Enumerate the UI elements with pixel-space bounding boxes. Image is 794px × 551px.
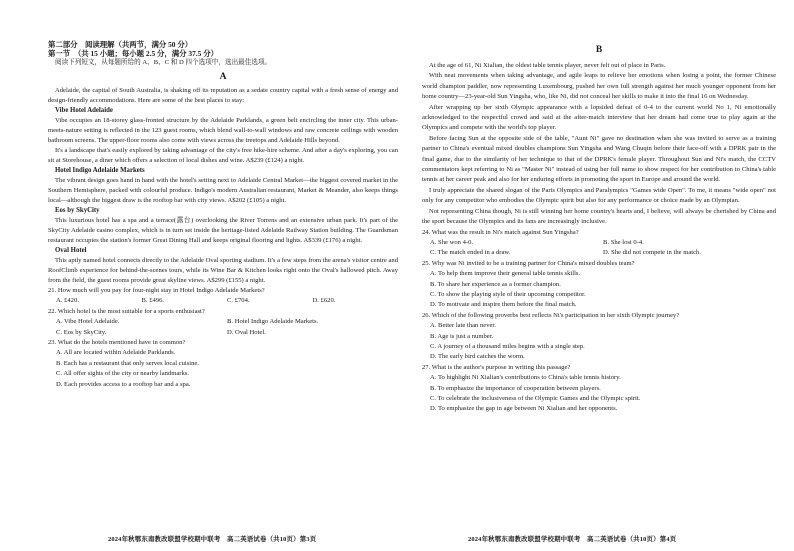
option-c: C. All offer sights of the city or nearby landmarks. bbox=[56, 370, 190, 378]
page-footer-left: 2024年秋鄂东南教改联盟学校期中联考 高二英语试卷（共10页）第3页 bbox=[108, 536, 317, 543]
option-c: C. To show the playing style of their upcoming competitor. bbox=[430, 290, 586, 298]
section-title: 第二部分 阅读理解（共两节，满分 50 分） bbox=[48, 40, 193, 49]
option-a: A. To help them improve their general table tennis skills. bbox=[430, 270, 581, 278]
hotel-heading-vibe: Vibe Hotel Adelaide bbox=[55, 107, 113, 114]
option-d: D. To motivate and inspire them before the final match. bbox=[430, 301, 577, 309]
passage-b-paragraph: After wrapping up her sixth Olympic appearance with a lopsided defeat of 0-4 to the current world No 1, Ni emotionally acknowledged to the respectful crowd and said at the after-match interview that her dream had come true to play again at the Olympics and compete with the world's top player. bbox=[422, 103, 776, 132]
question-22-options bbox=[48, 317, 398, 338]
passage-a-paragraph: This luxurious hotel has a spa and a terrace(露台) overlooking the River Torrens and an extensive urban park. It's part of the SkyCity Adelaide casino complex, which is in turn set inside the heritage-listed Adelaide Railway Station building. The Guardsman restaurant occupies the station's former Great Dining Hall and keeps original flooring and lights. A$339 (£176) a night. bbox=[48, 217, 398, 244]
hotel-heading-indigo: Hotel Indigo Adelaide Markets bbox=[55, 167, 145, 174]
passage-a-paragraph: This aptly named hotel connects directly to the Adelaide Oval sporting stadium. It's a few steps from the arena's visitor centre and RoofClimb experience for behind-the-scenes tours, while its Wine Bar & Kitchen looks right onto the Oval's hallowed pitch. Away from the field, the guest rooms provide great skyline views. A$299 (£155) a night. bbox=[48, 257, 398, 284]
question-22: 22. Which hotel is the most suitable for a sports enthusiast? bbox=[48, 307, 205, 315]
option-a: A. Better late than never. bbox=[430, 322, 496, 330]
passage-a-paragraph: It's a landscape that's easily explored by taking advantage of the city's free hike-hire scheme. And after a day's exploring, you can sit at Storehouse, a diner which offers a selection of local dishes and wine. A$239 (£124) a night. bbox=[48, 147, 398, 164]
option-a: A. She won 4-0. bbox=[430, 238, 474, 246]
question-25: 25. Why was Ni invited to be a training partner for China's mixed doubles team? bbox=[422, 259, 635, 267]
option-d: D. Each provides access to a rooftop bar and a spa. bbox=[56, 380, 191, 388]
option-b: B. To emphasize the importance of cooperation between players. bbox=[430, 384, 601, 392]
option-d: D. The early bird catches the worm. bbox=[430, 353, 525, 361]
passage-a-paragraph: Vibe occupies an 18-storey glass-fronted structure by the Adelaide Parklands, a green belt encircling the inner city. This urban-meets-nature setting is reflected in the 123 guest rooms, which blend wall-to-wall windows and raw concrete ceilings with wooden bathroom screens. The upper-floor rooms also come with views across the treetops and Adelaide Hills beyond. bbox=[48, 117, 398, 144]
passage-a-intro: Adelaide, the capital of South Australia, is shaking off its reputation as a sedate country capital with a fresh sense of energy and design-friendly accommodations. Here are some of the best places to stay: bbox=[48, 87, 398, 104]
option-c: C. The match ended in a draw. bbox=[430, 249, 511, 257]
question-27: 27. What is the author's purpose in writing this passage? bbox=[422, 363, 571, 371]
option-b: B. Hotel Indigo Adelaide Markets. bbox=[227, 318, 319, 326]
left-page bbox=[48, 40, 398, 551]
passage-b-paragraph: Before facing Sun at the opposite side of the table, "Aunt Ni" gave no destination when she was invited to serve as a training partner to China's eventual mixed doubles champions Sun Yingsha and Wang Chuqin before their face-off with a DPRK pair in the final game, due to the similarity of her technique to that of the DPRK's female player. Throughout Sun and Ni's match, the CCTV commentators kept referring to Ni as "Master Ni" instead of using her full name to show respect for her contribution to China's table tennis at her career peak and also for her enduring efforts in promoting the sport in Europe and around the world. bbox=[422, 134, 776, 184]
option-c: C. A journey of a thousand miles begins with a single step. bbox=[430, 342, 585, 350]
question-24-options bbox=[422, 238, 776, 259]
option-d: D. She did not compete in the match. bbox=[603, 249, 701, 257]
option-a: A. All are located within Adelaide Parklands. bbox=[56, 349, 176, 357]
option-c: C. To celebrate the inclusiveness of the Olympic Games and the Olympic spirit. bbox=[430, 395, 641, 402]
passage-letter-b: B bbox=[595, 45, 603, 55]
option-c: C. Eos by SkyCity. bbox=[56, 328, 107, 336]
passage-b-paragraph: I truly appreciate the shared slogan of the Paris Olympics and Paralympics "Games wide Open". To me, it means "wide open" not only for any competitor who embodies the Olympic spirit but also for any performance or choice made by an Olympian. bbox=[422, 186, 776, 205]
option-a: A. £420. bbox=[56, 297, 79, 305]
option-d: D. To emphasize the gap in age between Ni Xialian and her opponents. bbox=[430, 405, 618, 413]
passage-letter-a: A bbox=[219, 72, 227, 82]
hotel-heading-oval: Oval Hotel bbox=[55, 247, 87, 254]
question-21-options bbox=[48, 296, 398, 306]
passage-b-paragraph: Not representing China though, Ni is still winning her home country's hearts and, I believe, will always be cherished by China and the sport because the Olympics and its fans are increasingly inclusive. bbox=[422, 207, 776, 226]
option-b: B. Age is just a number. bbox=[430, 332, 494, 340]
instruction: 阅读下列短文，从每题所给的 A、B、C 和 D 四个选项中，选出最佳选项。 bbox=[55, 59, 272, 66]
right-page bbox=[422, 40, 776, 551]
option-c: C. £704. bbox=[227, 297, 250, 305]
passage-b-paragraph: With neat movements when taking advantage, and agile leaps to relieve her emotions when losing a point, the former Chinese world champion paddler, now representing Luxembourg, pushed her own full strength against her much younger opponent from her home country—23-year-old Sun Yingsha, who, like Ni, did not conceal her skills to make it into the final 16 on Wednesday. bbox=[422, 72, 776, 101]
option-d: D. £620. bbox=[312, 297, 336, 305]
page-footer-right: 2024年秋鄂东南教改联盟学校期中联考 高二英语试卷（共10页）第4页 bbox=[468, 536, 677, 543]
option-b: B. To share her experience as a former champion. bbox=[430, 280, 561, 288]
question-24: 24. What was the result in Ni's match against Sun Yingsha? bbox=[422, 228, 579, 236]
subsection-title: 第一节 （共 15 小题；每小题 2.5 分，满分 37.5 分） bbox=[48, 49, 218, 58]
hotel-heading-eos: Eos by SkyCity bbox=[55, 207, 100, 214]
question-26: 26. Which of the following proverbs best reflects Ni's participation in her sixth Olympic journey? bbox=[422, 311, 680, 319]
question-21: 21. How much will you pay for four-night stay in Hotel Indigo Adelaide Markets? bbox=[48, 287, 265, 294]
option-a: A. To highlight Ni Xialian's contributions to China's table tennis history. bbox=[430, 374, 621, 382]
option-b: B. She lost 0-4. bbox=[603, 238, 644, 246]
passage-b-paragraph: At the age of 61, Ni Xialian, the oldest table tennis player, never felt out of place in Paris. bbox=[429, 62, 666, 69]
passage-a-paragraph: The vibrant design goes hand in hand with the hotel's setting next to Adelaide Central Market—the biggest covered market in the Southern Hemisphere, packed with colourful produce. Indigo's modern Australian restaurant, Market & Meander, also keeps things local—although the biggest draw is the rooftop bar with city views. A$202 (£105) a night. bbox=[48, 177, 398, 204]
question-23: 23. What do the hotels mentioned have in common? bbox=[48, 339, 186, 347]
option-d: D. Oval Hotel. bbox=[227, 328, 266, 336]
option-b: B. Each has a restaurant that only serves local cuisine. bbox=[56, 359, 199, 367]
option-b: B. £496. bbox=[141, 297, 165, 305]
option-a: A. Vibe Hotel Adelaide. bbox=[56, 318, 120, 326]
